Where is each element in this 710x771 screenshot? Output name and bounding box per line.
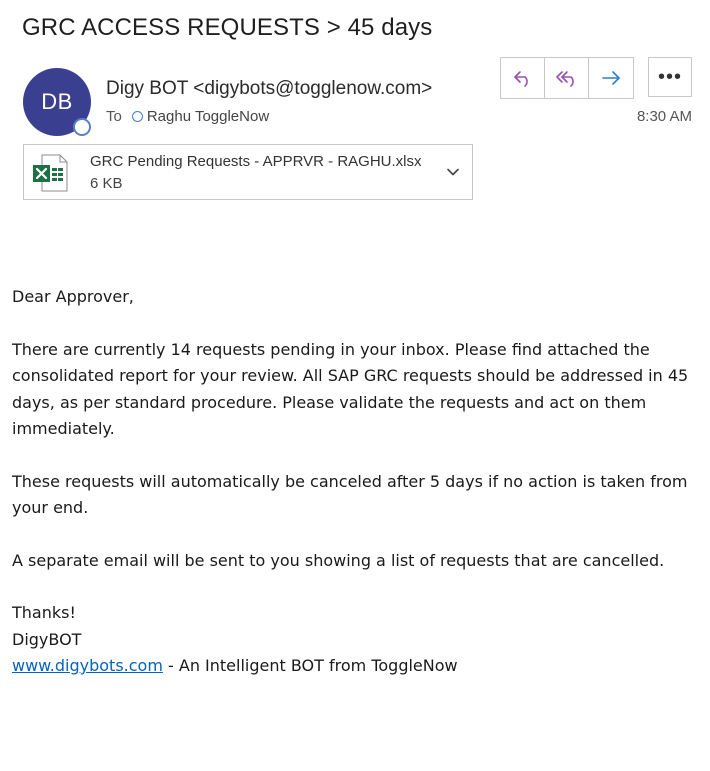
- recipient-name[interactable]: Raghu ToggleNow: [146, 108, 270, 125]
- recipient-presence-icon: [132, 111, 143, 122]
- excel-file-icon: [32, 154, 68, 192]
- signature-line: [12, 653, 702, 680]
- website-link[interactable]: www.digybots.com: [12, 656, 163, 675]
- reply-button[interactable]: [501, 58, 545, 98]
- body-paragraph-3: A separate email will be sent to you showing a list of requests that are cancelled.: [12, 550, 665, 570]
- signature-name: DigyBOT: [12, 629, 82, 649]
- reply-icon: [512, 69, 534, 87]
- email-subject: GRC ACCESS REQUESTS > 45 days: [22, 14, 433, 41]
- avatar-initials: DB: [41, 89, 73, 114]
- attachment-name: GRC Pending Requests - APPRVR - RAGHU.xlsx: [90, 153, 422, 170]
- greeting: Dear Approver,: [12, 287, 134, 306]
- reply-all-button[interactable]: [545, 58, 589, 98]
- forward-icon: [600, 69, 622, 87]
- sender-name[interactable]: Digy BOT <digybots@togglenow.com>: [106, 78, 433, 99]
- chevron-down-icon[interactable]: [446, 165, 460, 179]
- reply-actions: [500, 57, 634, 99]
- recipient-line: [106, 108, 269, 125]
- signature-tagline: - An Intelligent BOT from ToggleNow: [162, 656, 458, 675]
- attachment-size: 6 KB: [90, 175, 123, 192]
- received-time: 8:30 AM: [636, 108, 692, 125]
- presence-status-icon: [73, 118, 91, 136]
- to-label: To: [106, 108, 122, 125]
- body-paragraph-1: There are currently 14 requests pending in your inbox. Please find attached the consolidated report for your review. All SAP GRC requests should be addressed in 45 days, as per standard procedure. Please validate the requests and act on them immediately.: [12, 339, 689, 438]
- more-actions-button[interactable]: [648, 57, 692, 97]
- body-paragraph-2: These requests will automatically be canceled after 5 days if no action is taken from your end.: [12, 471, 688, 517]
- email-body: [12, 284, 702, 680]
- attachment-card[interactable]: [23, 144, 473, 200]
- more-icon: •••: [657, 65, 682, 88]
- forward-button[interactable]: [589, 58, 633, 98]
- reply-all-icon: [555, 69, 579, 87]
- closing: Thanks!: [12, 603, 76, 622]
